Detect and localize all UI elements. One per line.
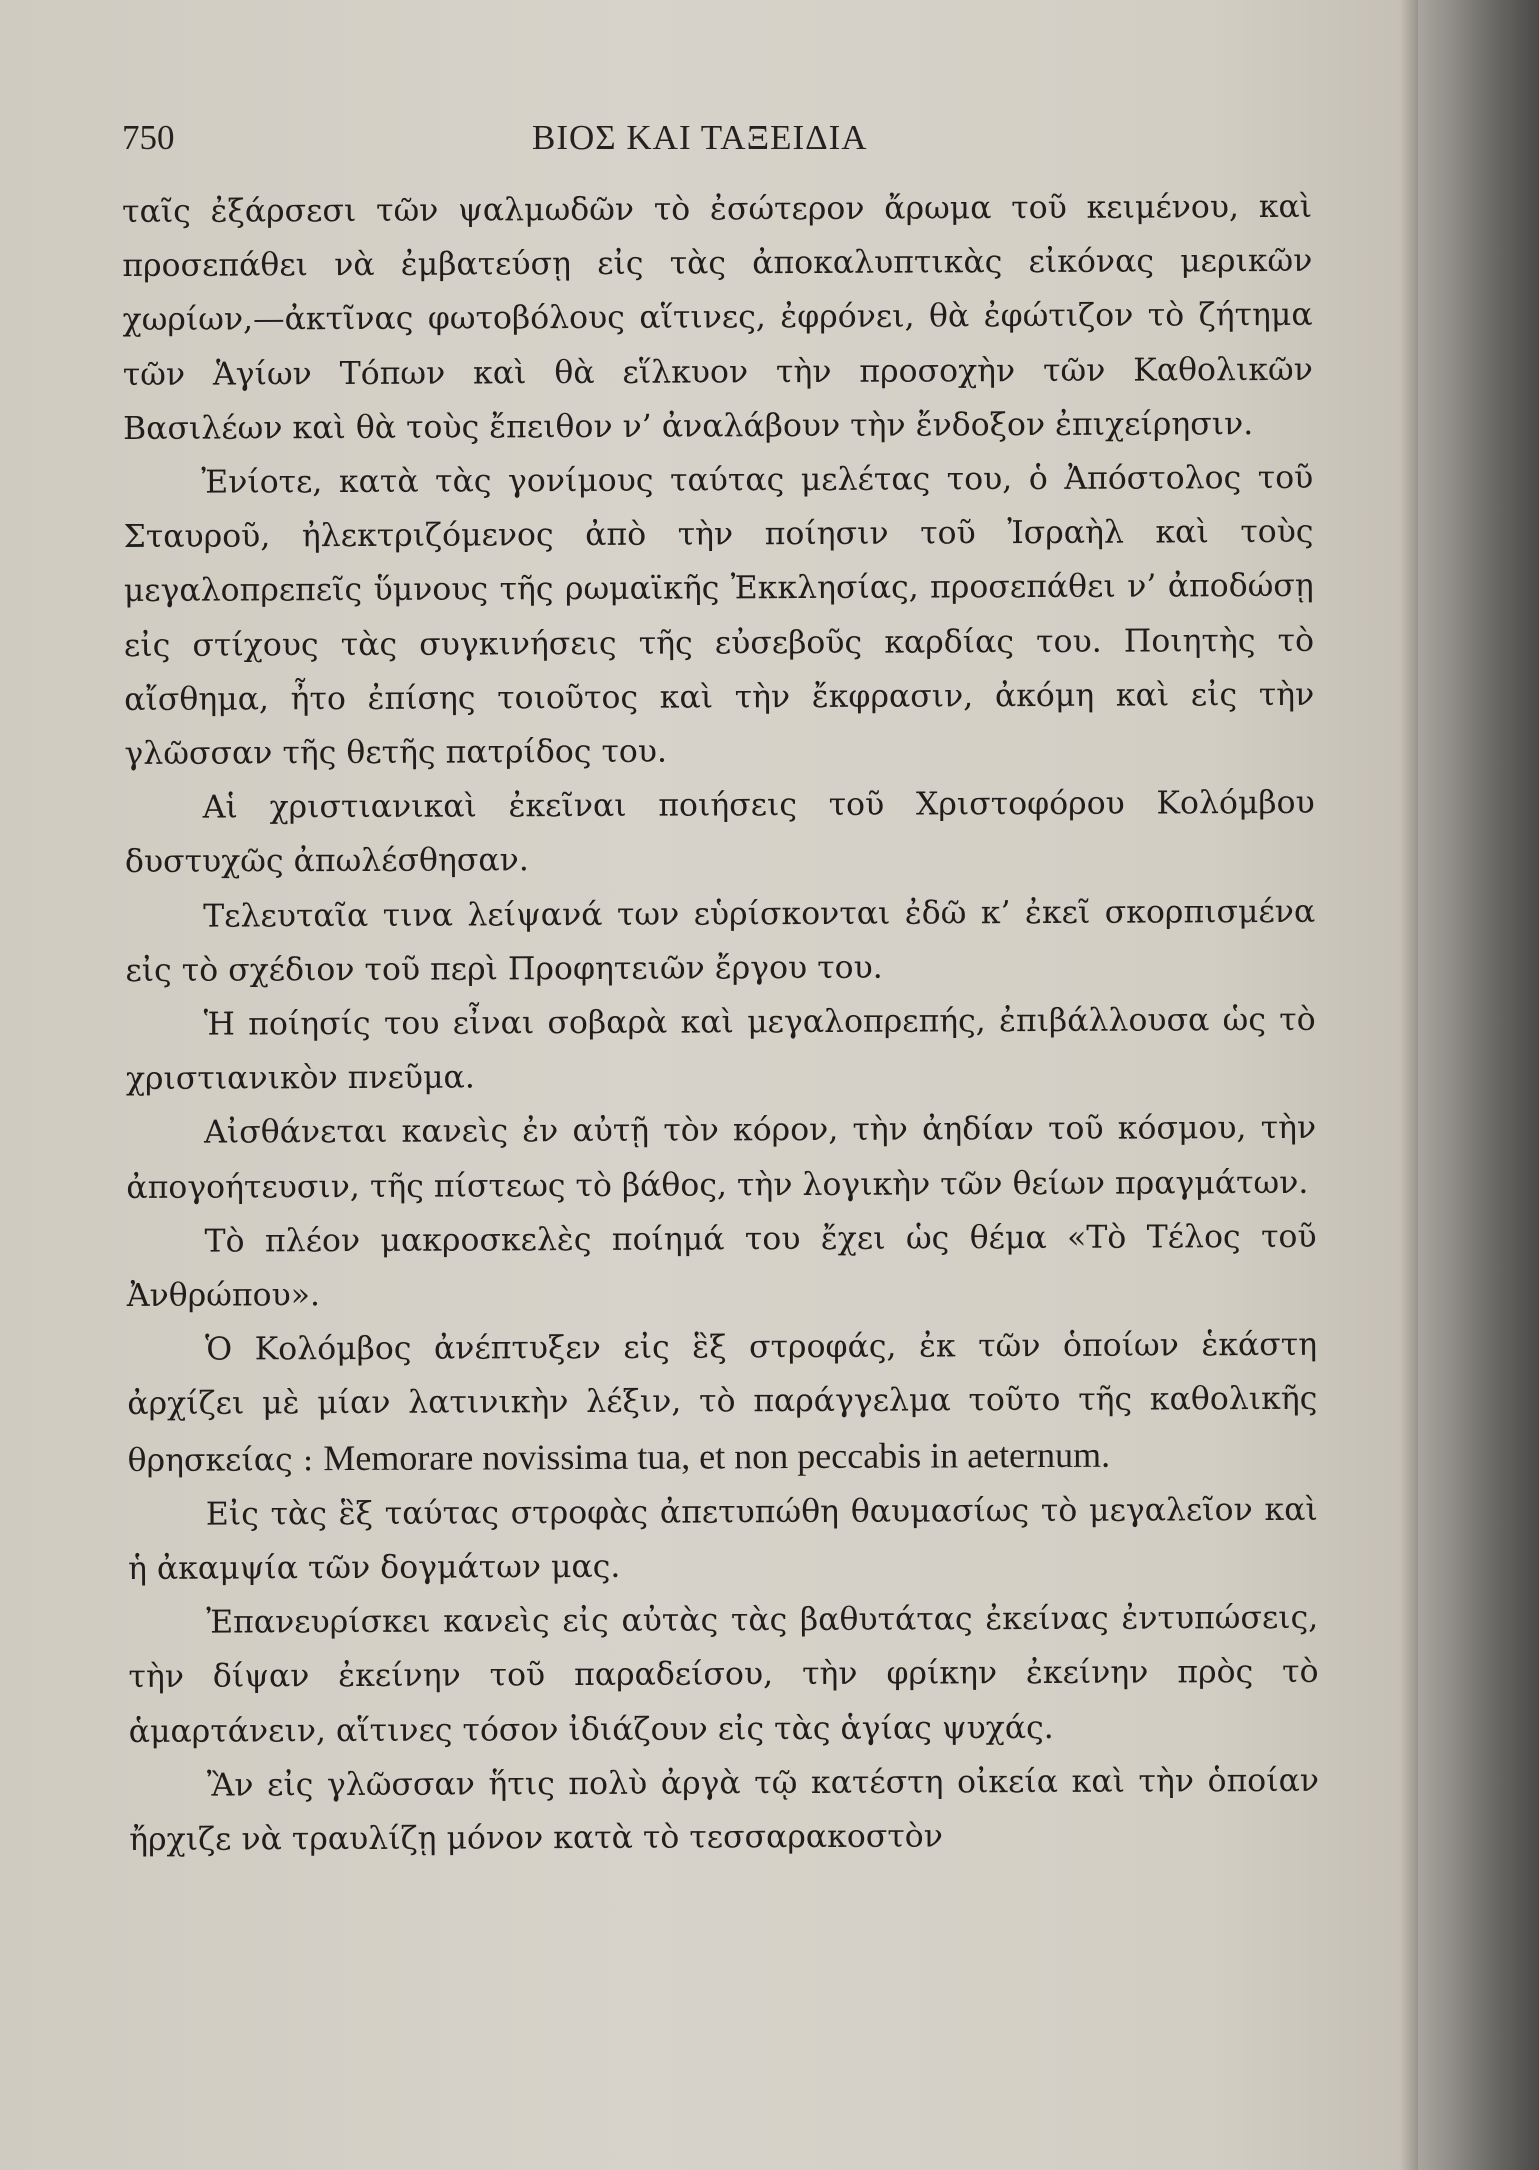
paragraph: Τὸ πλέον μακροσκελὲς ποίημά του ἔχει ὡς θέμα «Τὸ Τέλος τοῦ Ἀνθρώπου». [126,1218,1317,1315]
body-text [122,180,1319,1867]
paragraph: Ἂν εἰς γλῶσσαν ἥτις πολὺ ἀργὰ τῷ κατέστη οἰκεία καὶ τὴν ὁποίαν ἤρχιζε νὰ τραυλίζῃ μόνον κατὰ τὸ τεσσαρακοστὸν [129,1762,1320,1859]
paragraph-with-quote [127,1318,1318,1488]
latin-quote: Memorare novissima tua, et non peccabis in aeternum. [323,1434,1111,1478]
paragraph: Αἰσθάνεται κανεὶς ἐν αὐτῇ τὸν κόρον, τὴν ἀηδίαν τοῦ κόσμου, τὴν ἀπογοήτευσιν, τῆς πίστεως τὸ βάθος, τὴν λογικὴν τῶν θείων πραγμάτων. [126,1110,1317,1206]
paragraph: Ἐπανευρίσκει κανεὶς εἰς αὐτὰς τὰς βαθυτάτας ἐκείνας ἐντυπώσεις, τὴν δίψαν ἐκείνην τοῦ παραδείσου, τὴν φρίκην ἐκείνην πρὸς τὸ ἁμαρτάνειν, αἵτινες τόσον ἰδιάζουν εἰς τὰς ἁγίας ψυχάς. [128,1600,1319,1750]
paragraph: Αἱ χριστιανικαὶ ἐκεῖναι ποιήσεις τοῦ Χριστοφόρου Κολόμβου δυστυχῶς ἀπωλέσθησαν. [124,785,1315,881]
paragraph: Ἐνίοτε, κατὰ τὰς γονίμους ταύτας μελέτας του, ὁ Ἀπόστολος τοῦ Σταυροῦ, ἠλεκτριζόμενος ἀπὸ τὴν ποίησιν τοῦ Ἰσραὴλ καὶ τοὺς μεγαλοπρεπεῖς ὕμνους τῆς ρωμαϊκῆς Ἐκκλησίας, προσεπάθει ν’ ἀποδώσῃ εἰς στίχους τὰς συγκινήσεις τῆς εὐσεβοῦς καρδίας του. Ποιητὴς τὸ αἴσθημα, ἦτο ἐπίσης τοιοῦτος καὶ τὴν ἔκφρασιν, ἀκόμη καὶ εἰς τὴν γλῶσσαν τῆς θετῆς πατρίδος του. [123,459,1315,773]
running-title: ΒΙΟΣ ΚΑΙ ΤΑΞΕΙΔΙΑ [532,118,868,157]
page-header [122,118,1322,166]
paragraph: Τελευταῖα τινα λείψανά των εὑρίσκονται ἐδῶ κ’ ἐκεῖ σκορπισμένα εἰς τὸ σχέδιον τοῦ περὶ Προφητειῶν ἔργου του. [125,893,1316,989]
paragraph: Εἰς τὰς ἓξ ταύτας στροφὰς ἀπετυπώθη θαυμασίως τὸ μεγαλεῖον καὶ ἡ ἀκαμψία τῶν δογμάτων μας. [127,1491,1318,1588]
page-shadow [1400,0,1418,2170]
book-gutter [1418,0,1539,2170]
page-number: 750 [122,118,175,157]
paragraph: Ἡ ποίησίς του εἶναι σοβαρὰ καὶ μεγαλοπρεπής, ἐπιβάλλουσα ὡς τὸ χριστιανικὸν πνεῦμα. [125,1001,1316,1098]
paragraph-text: Ὁ Κολόμβος ἀνέπτυξεν εἰς ἓξ στροφάς, ἐκ τῶν ὁποίων ἑκάστη ἀρχίζει μὲ μίαν λατινικὴν λέξιν, τὸ παράγγελμα τοῦτο τῆς καθολικῆς θρησκείας : [127,1327,1318,1479]
paragraph: ταῖς ἐξάρσεσι τῶν ψαλμωδῶν τὸ ἐσώτερον ἄρωμα τοῦ κειμένου, καὶ προσεπάθει νὰ ἐμβατεύσῃ εἰς τὰς ἀποκαλυπτικὰς εἰκόνας μερικῶν χωρίων,—ἀκτῖνας φωτοβόλους αἵτινες, ἐφρόνει, θὰ ἐφώτιζον τὸ ζήτημα τῶν Ἁγίων Τόπων καὶ θὰ εἵλκυον τὴν προσοχὴν τῶν Καθολικῶν Βασιλέων καὶ θὰ τοὺς ἔπειθον ν’ ἀναλάβουν τὴν ἔνδοξον ἐπιχείρησιν. [122,188,1313,447]
